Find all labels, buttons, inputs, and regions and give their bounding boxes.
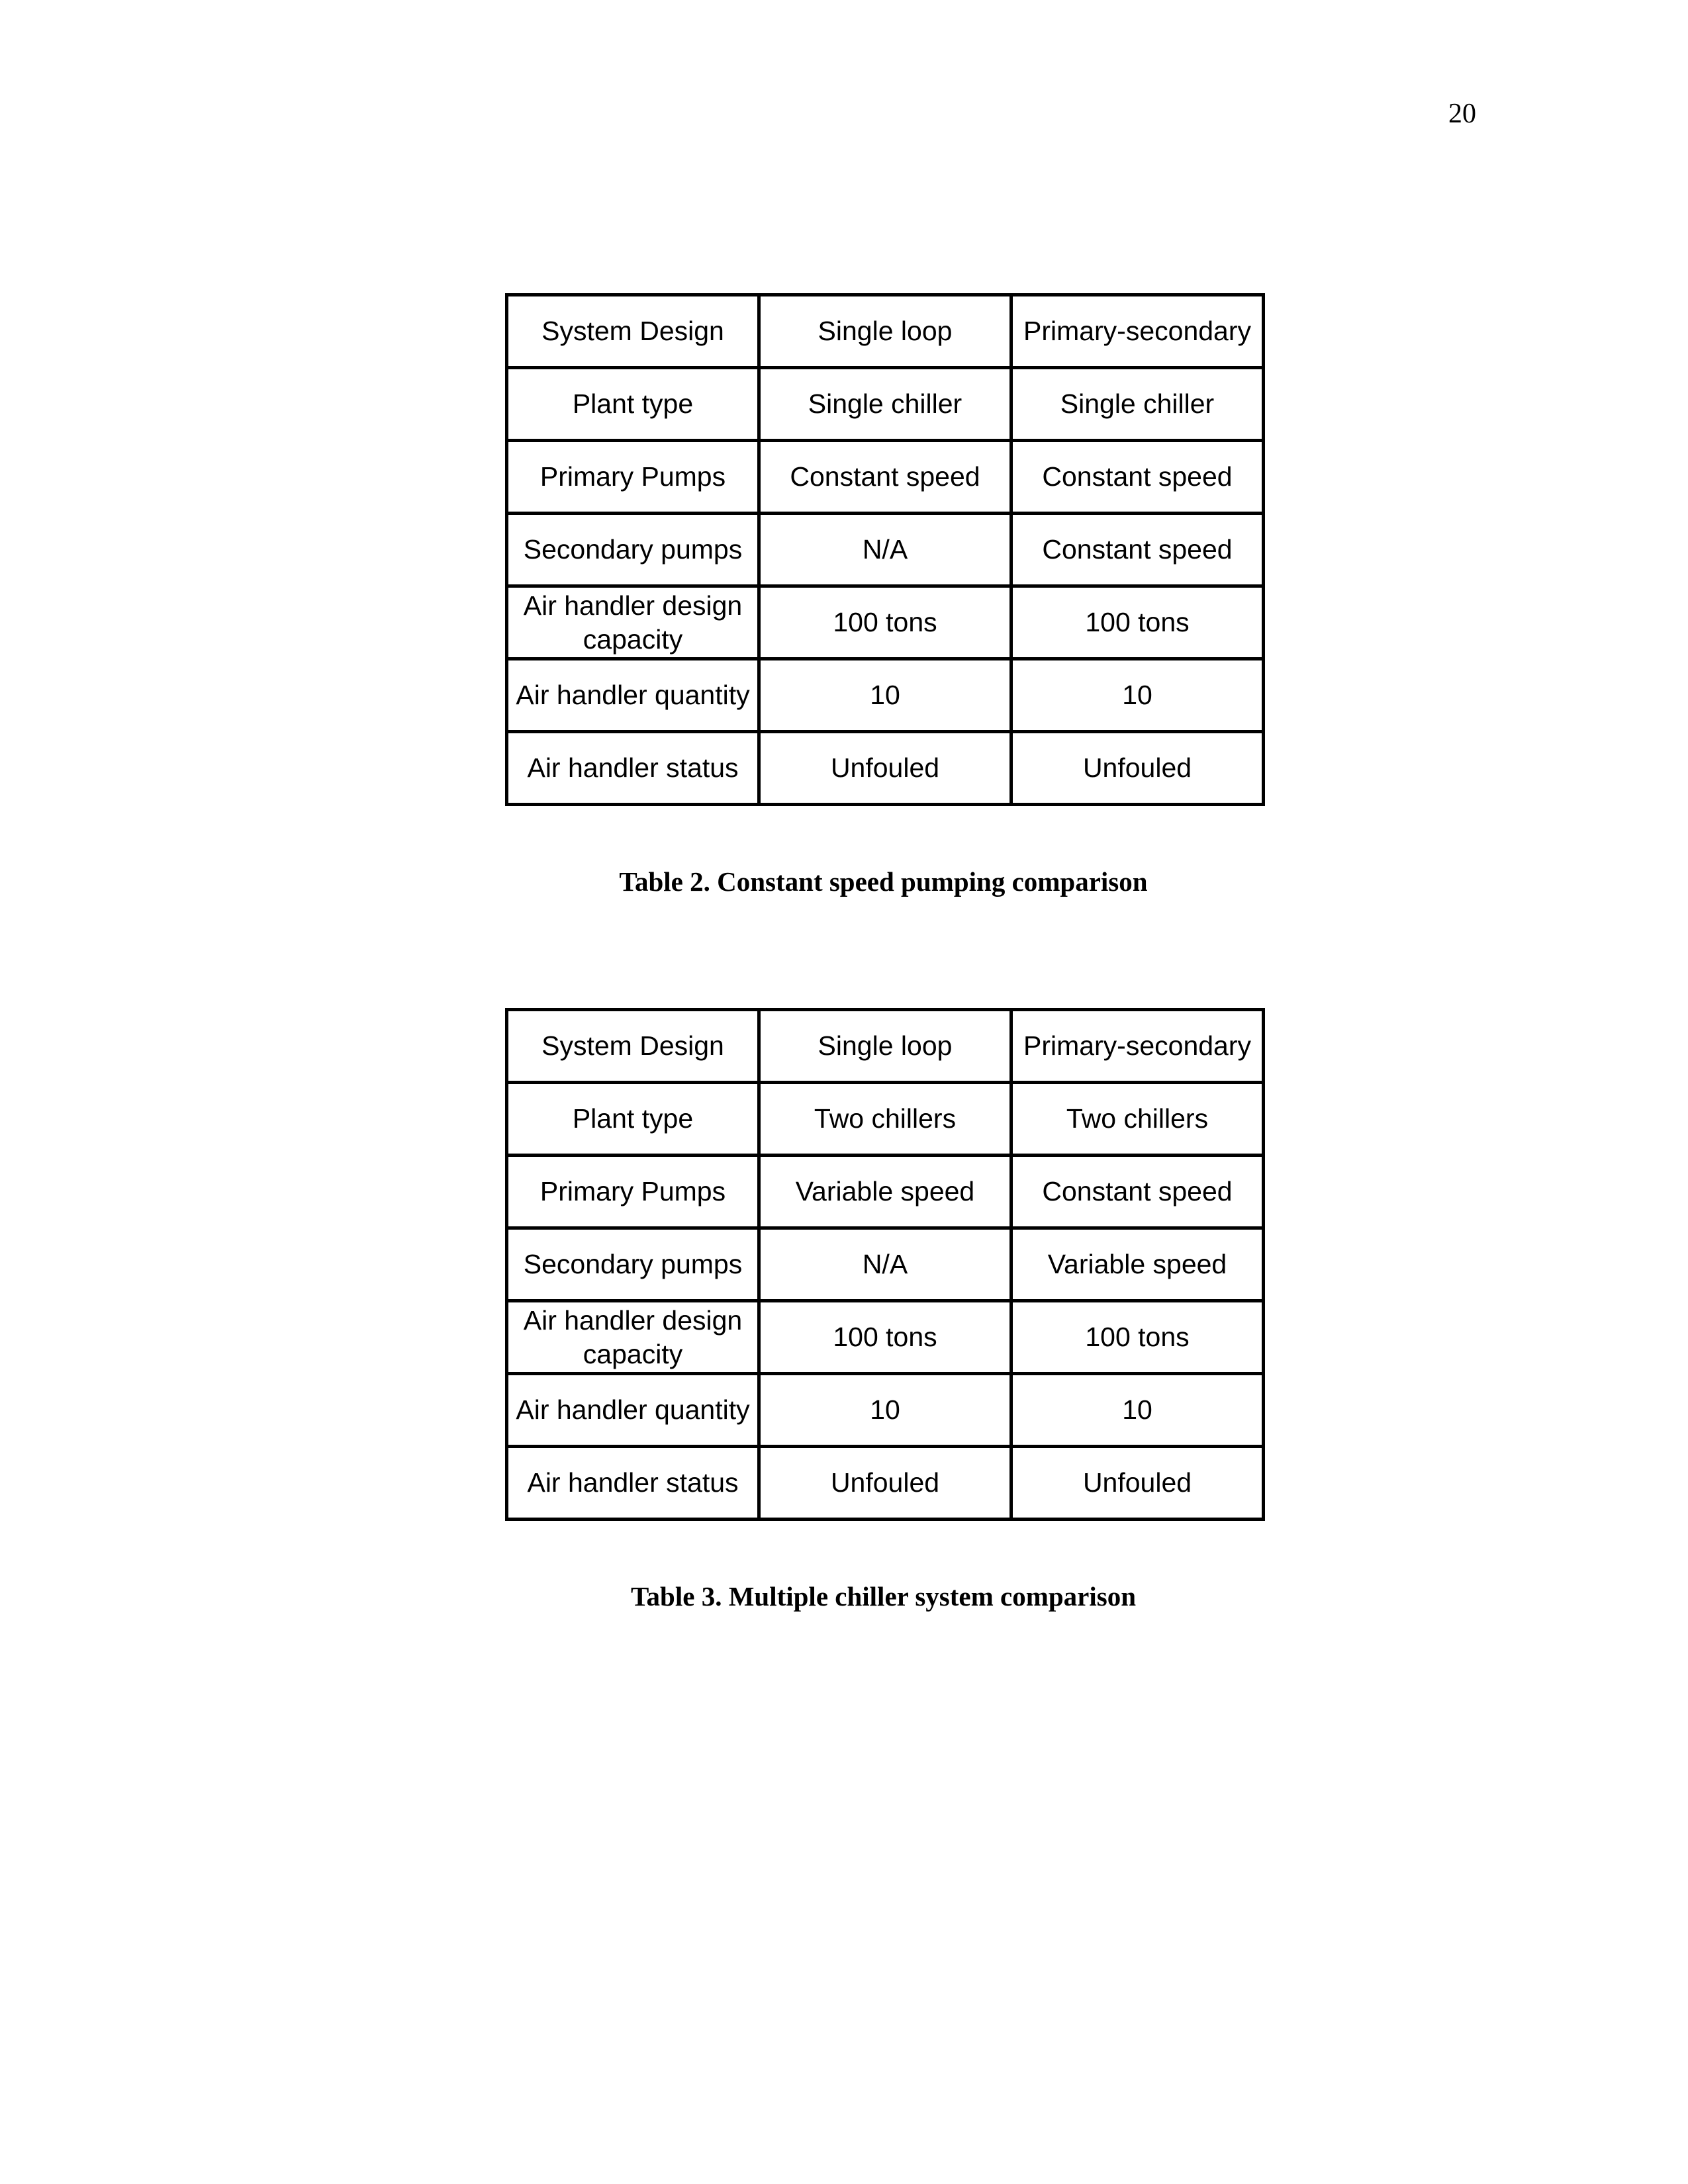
table-cell: Two chillers <box>1011 1083 1264 1156</box>
table-row <box>507 732 1264 805</box>
table-row <box>507 1301 1264 1374</box>
table-cell: Plant type <box>507 1083 759 1156</box>
table-row <box>507 1228 1264 1301</box>
table-cell: Constant speed <box>1011 1156 1264 1228</box>
table-cell: Air handler status <box>507 1447 759 1520</box>
table-cell: Secondary pumps <box>507 514 759 586</box>
table-cell: Single chiller <box>759 368 1011 441</box>
table-cell: Single loop <box>759 1010 1011 1083</box>
table-cell: Plant type <box>507 368 759 441</box>
table-cell: Primary-secondary <box>1011 295 1264 368</box>
table-cell: Constant speed <box>759 441 1011 514</box>
table-cell: Air handler quantity <box>507 659 759 732</box>
table-cell: Air handler status <box>507 732 759 805</box>
table-cell: 10 <box>1011 1374 1264 1447</box>
table-row <box>507 514 1264 586</box>
table-cell: N/A <box>759 514 1011 586</box>
table-cell: Primary-secondary <box>1011 1010 1264 1083</box>
table-cell: Primary Pumps <box>507 1156 759 1228</box>
table-cell: Single chiller <box>1011 368 1264 441</box>
table-cell: 100 tons <box>759 586 1011 659</box>
table-cell: Air handler design capacity <box>507 1301 759 1374</box>
table-cell: Single loop <box>759 295 1011 368</box>
multiple-chiller-table <box>505 1008 1265 1521</box>
table-cell: 100 tons <box>1011 1301 1264 1374</box>
table-cell: System Design <box>507 295 759 368</box>
table-cell: 10 <box>759 659 1011 732</box>
table-row <box>507 1156 1264 1228</box>
table-row <box>507 659 1264 732</box>
page-number: 20 <box>1448 99 1476 129</box>
table-cell: Unfouled <box>1011 732 1264 805</box>
table-cell: Primary Pumps <box>507 441 759 514</box>
table-row <box>507 1010 1264 1083</box>
table-cell: Air handler quantity <box>507 1374 759 1447</box>
table-row <box>507 1447 1264 1520</box>
table-cell: Air handler design capacity <box>507 586 759 659</box>
constant-speed-pumping-table <box>505 293 1265 806</box>
table-row <box>507 295 1264 368</box>
table-cell: 10 <box>1011 659 1264 732</box>
table-row <box>507 586 1264 659</box>
table-cell: N/A <box>759 1228 1011 1301</box>
table-row <box>507 1083 1264 1156</box>
table-cell: Constant speed <box>1011 441 1264 514</box>
table-cell: Constant speed <box>1011 514 1264 586</box>
table-cell: Unfouled <box>759 732 1011 805</box>
table-2-caption: Table 2. Constant speed pumping comparison <box>619 866 1148 897</box>
table-row <box>507 441 1264 514</box>
table-cell: 100 tons <box>1011 586 1264 659</box>
table-row <box>507 1374 1264 1447</box>
table-cell: Unfouled <box>1011 1447 1264 1520</box>
table-cell: Two chillers <box>759 1083 1011 1156</box>
table-cell: Variable speed <box>1011 1228 1264 1301</box>
table-cell: 10 <box>759 1374 1011 1447</box>
table-cell: Secondary pumps <box>507 1228 759 1301</box>
table-cell: System Design <box>507 1010 759 1083</box>
table-cell: Variable speed <box>759 1156 1011 1228</box>
table-3-caption: Table 3. Multiple chiller system comparison <box>630 1581 1137 1612</box>
table-cell: Unfouled <box>759 1447 1011 1520</box>
table-cell: 100 tons <box>759 1301 1011 1374</box>
table-row <box>507 368 1264 441</box>
